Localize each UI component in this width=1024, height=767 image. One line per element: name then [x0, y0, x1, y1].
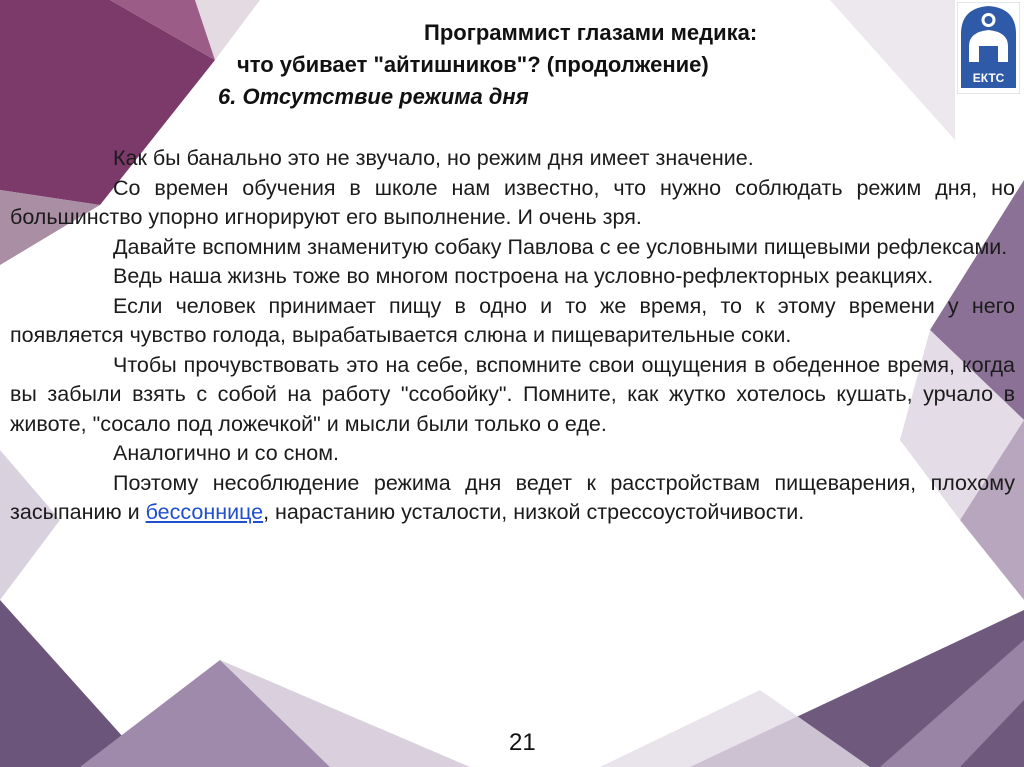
slide-title-line-1: Программист глазами медика: [424, 20, 758, 45]
ektc-logo [957, 2, 1020, 94]
paragraph-text-after: , нарастанию усталости, низкой стрессоустойчивости. [263, 500, 805, 524]
slide-title-line-2: что убивает "айтишников"? (продолжение) [237, 52, 709, 77]
page-number: 21 [509, 729, 536, 756]
paragraph: Если человек принимает пищу в одно и то же время, то к этому времени у него появляется чувство голода, вырабатывается слюна и пищеварительные соки. [10, 293, 1015, 347]
paragraph: Аналогично и со сном. [113, 441, 340, 465]
logo-text: ЕКТС [972, 71, 1005, 85]
bg-shape-grey-top [830, 0, 955, 140]
paragraph: Чтобы прочувствовать это на себе, вспомните свои ощущения в обеденное время, когда вы забыли взять с собой на работу "ссобойку". Помните, как жутко хотелось кушать, урчало в животе, "сосало под ложечкой" и мысли были только о еде. [10, 352, 1015, 436]
slide-subtitle: 6. Отсутствие режима дня [218, 84, 529, 109]
body-text [10, 144, 1015, 528]
insomnia-link[interactable]: бессоннице [145, 500, 264, 524]
paragraph: Как бы банально это не звучало, но режим дня имеет значение. [113, 146, 754, 170]
paragraph-last [10, 469, 1015, 528]
paragraph: Со времен обучения в школе нам известно, что нужно соблюдать режим дня, но большинство упорно игнорируют его выполнение. И очень зря. [10, 175, 1015, 229]
paragraph: Ведь наша жизнь тоже во многом построена на условно-рефлекторных реакциях. [113, 264, 934, 288]
paragraph: Давайте вспомним знаменитую собаку Павлова с ее условными пищевыми рефлексами. [113, 234, 1008, 259]
paragraph-text-before: Поэтому несоблюдение режима дня ведет к расстройствам пищеварения, плохому засыпанию и [10, 470, 1015, 524]
